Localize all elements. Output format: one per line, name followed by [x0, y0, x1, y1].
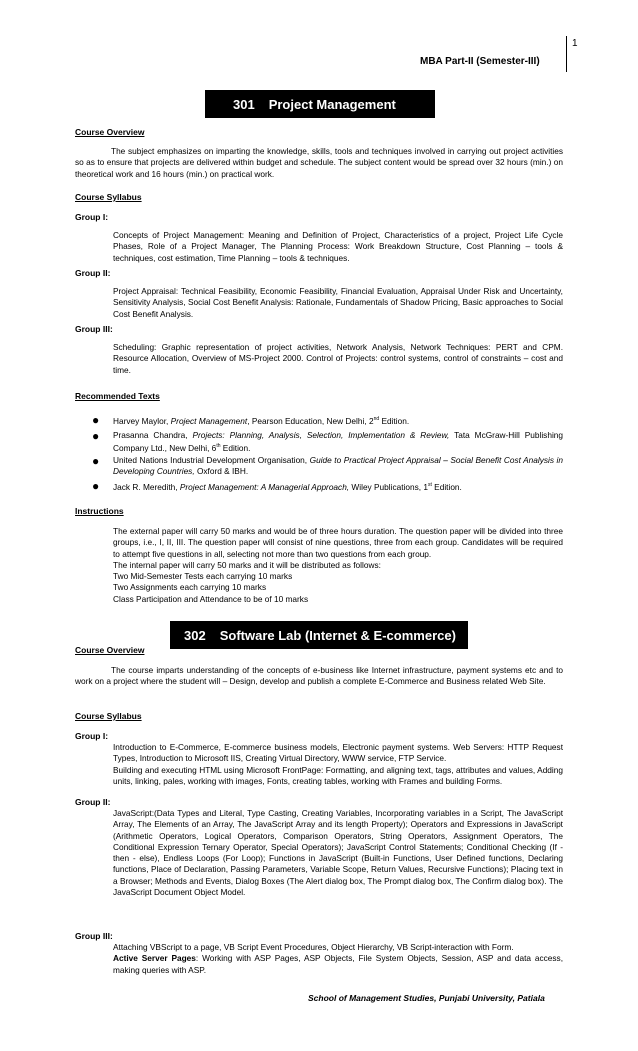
list-item: United Nations Industrial Development Organisation, Guide to Practical Project Appraisal – Social Benefit Cost Analysis in Developing Countries, Oxford & IBH.	[113, 455, 563, 477]
course-302-title-bar	[170, 621, 468, 649]
course-code: 302	[184, 627, 206, 643]
list-item: Harvey Maylor, Project Management, Pearson Education, New Delhi, 2nd Edition.	[113, 415, 410, 426]
bullet-icon: ●	[92, 413, 100, 427]
header-rule	[566, 36, 567, 72]
overview-paragraph: The course imparts understanding of the concepts of e-business like Internet infrastructure, payment systems etc and to work on a project where the student will – Design, develop and publish a complete E-Commerce and Business related Web Site.	[75, 665, 563, 687]
course-301-title-bar	[205, 90, 435, 118]
instruction-line: Class Participation and Attendance to be of 10 marks	[113, 593, 309, 604]
group-paragraph: Introduction to E-Commerce, E-commerce business models, Electronic payment systems. Web Servers: HTTP Request Types, Introduction to Microsoft IIS, Creating Virtual Directory, WWW service, FTP Service.	[113, 742, 563, 764]
section-heading: Instructions	[75, 506, 124, 516]
bullet-icon: ●	[92, 479, 100, 493]
group-label: Group I:	[75, 212, 109, 222]
section-heading: Course Syllabus	[75, 711, 142, 721]
group-paragraph: Attaching VBScript to a page, VB Script Event Procedures, Object Hierarchy, VB Script-interaction with Form.	[113, 942, 514, 952]
overview-paragraph: The subject emphasizes on imparting the knowledge, skills, tools and techniques involved in carrying out project activities so as to ensure that projects are delivered within budget and schedule. The subject content would be spread over 32 hours (min.) on theoretical work and 16 hours (min.) on practical work.	[75, 146, 563, 179]
course-code: 301	[233, 96, 255, 112]
group-label: Group III:	[75, 931, 113, 941]
instruction-line: Two Assignments each carrying 10 marks	[113, 582, 267, 593]
instruction-line: The external paper will carry 50 marks and would be of three hours duration. The question paper will be divided into three groups, i.e., I, II, III. The question paper will consist of nine questions, three from each group. Candidates will be required to attempt five questions in all, selecting not more than two questions from each group.	[113, 526, 563, 559]
list-item: Prasanna Chandra, Projects: Planning, Analysis, Selection, Implementation & Review, Tata McGraw-Hill Publishing Company Ltd., New Delhi, 6th Edition.	[113, 430, 564, 454]
section-heading: Course Overview	[75, 645, 145, 655]
group-label: Group I:	[75, 731, 109, 741]
page-number: 1	[572, 38, 578, 49]
section-heading: Course Syllabus	[75, 192, 142, 202]
course-title: Project Management	[268, 96, 396, 112]
group-text	[113, 742, 563, 787]
group-text: JavaScript:(Data Types and Literal, Type Casting, Creating Variables, Incorporating variables in a Script, The JavaScript Array, The Elements of an Array, The JavaScript Array and its length Property); Operators and Expressions in JavaScript (Arithmetic Operators, Logical Operators, Comparison Operators, String Operators, Assignment Operators, The Conditional Expression Ternary Operator, Special Operators); JavaScript Control Statements; Conditional Checking (If - then - else), Endless Loops (For Loop); Functions in JavaScript (Built-in Functions, User Defined functions, Declaring functions, Place of Declaration, Passing Parameters, Variable Scope, Return Values, Recursive Functions); Placing text in a Browser; Methods and Events, Dialog Boxes (The Alert dialog box, The Prompt dialog box, The Confirm dialog box). The JavaScript Document Object Model.	[113, 808, 563, 898]
section-heading: Recommended Texts	[75, 391, 160, 401]
instruction-line: Two Mid-Semester Tests each carrying 10 marks	[113, 571, 293, 582]
group-text: Scheduling: Graphic representation of project activities, Network Analysis, Network Techniques: PERT and CPM. Resource Allocation, Overview of MS-Project 2000. Control of Projects: control systems, control of constraints – cost and time.	[113, 342, 563, 375]
group-label: Group III:	[75, 324, 113, 334]
group-text: Project Appraisal: Technical Feasibility, Economic Feasibility, Financial Evaluation, Appraisal Under Risk and Uncertainty, Sensitivity Analysis, Social Cost Benefit Analysis: Rationale, Fundamentals of Shadow Pricing, Basic approaches to Social Cost Benefit Analysis.	[113, 286, 563, 319]
page-footer: School of Management Studies, Punjabi University, Patiala	[308, 993, 545, 1003]
group-paragraph: Active Server Pages: Working with ASP Pages, ASP Objects, File System Objects, Session, ASP and data access, making queries with ASP.	[113, 953, 564, 975]
bullet-icon: ●	[92, 429, 100, 443]
section-heading: Course Overview	[75, 127, 145, 137]
course-title: Software Lab (Internet & E-commerce)	[219, 627, 456, 643]
instruction-line: The internal paper will carry 50 marks and it will be distributed as follows:	[113, 559, 381, 570]
group-text: Concepts of Project Management: Meaning and Definition of Project, Characteristics of a project, Project Life Cycle Phases, Role of a Project Manager, The Planning Process: Work Breakdown Structure, Cost Planning – tools & techniques, cost estimation, Time Planning – tools & techniques.	[113, 230, 563, 263]
group-label: Group II:	[75, 268, 111, 278]
instructions-block	[113, 526, 563, 605]
page-header: MBA Part-II (Semester-III)	[420, 56, 540, 67]
list-item: Jack R. Meredith, Project Management: A Managerial Approach, Wiley Publications, 1st Edition.	[113, 481, 462, 492]
bullet-icon: ●	[92, 454, 100, 468]
group-label: Group II:	[75, 797, 111, 807]
group-paragraph: Building and executing HTML using Microsoft FrontPage: Formatting, and aligning text, tags, attributes and values, Adding units, linking, pales, working with images, Fonts, creating tables, working with Frames and building Forms.	[113, 764, 563, 786]
group-text	[113, 942, 563, 976]
